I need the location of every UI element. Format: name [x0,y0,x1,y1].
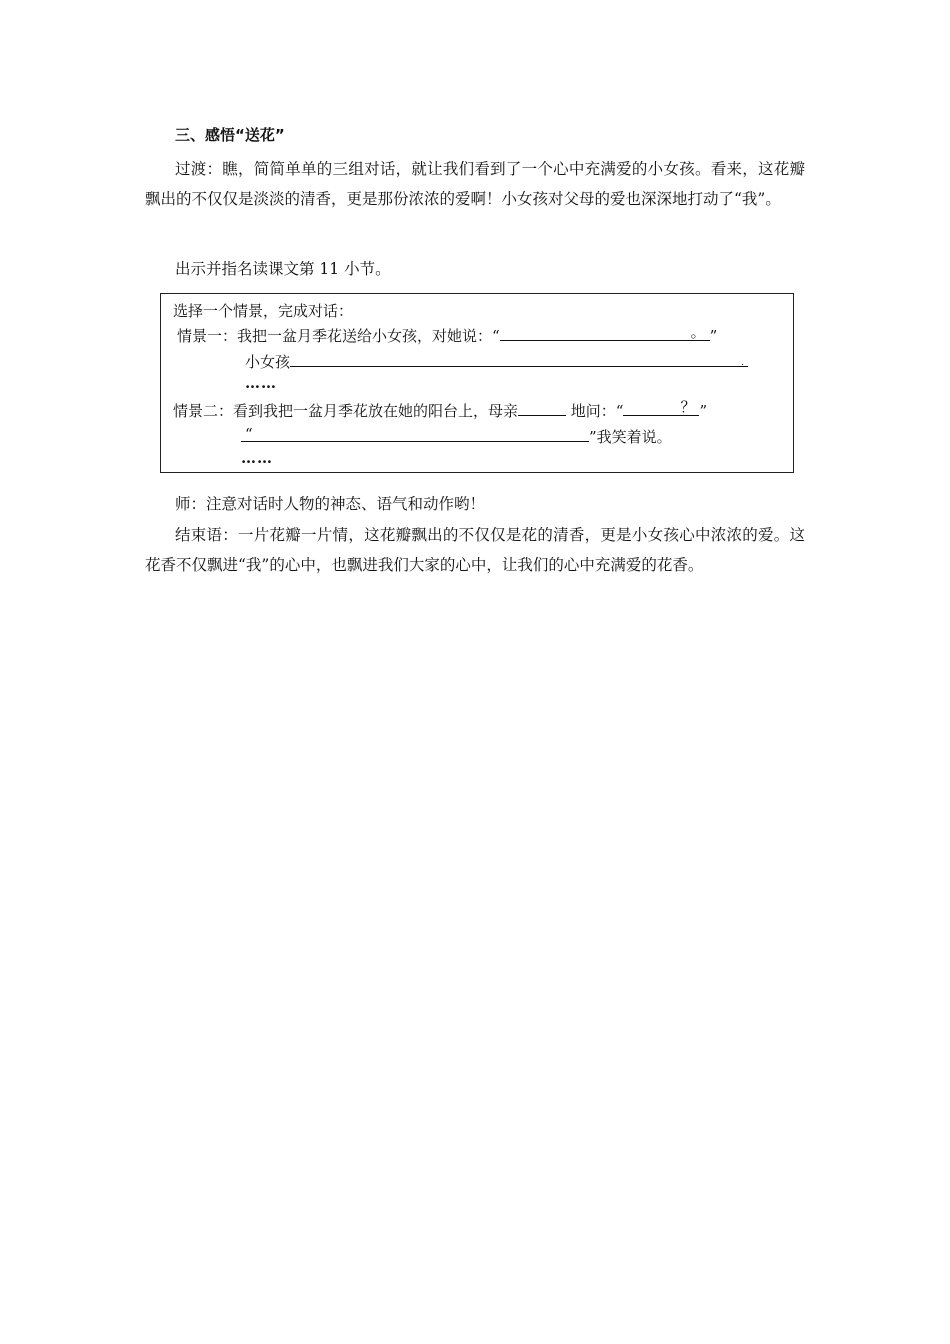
scene-one-close-quote: ” [709,327,718,345]
scene-two-line [173,400,707,421]
scene-one-reply-mark: . [741,358,745,368]
scene-two-question-mark: ？ [680,398,696,416]
scene-two-question-blank[interactable] [623,398,699,416]
scene-one-end-mark: 。 [690,323,706,341]
scene-two-lead: 情景二：看到我把一盆月季花放在她的阳台上，母亲 [173,402,519,420]
scene-two-reply-blank[interactable] [241,427,589,442]
exercise-box [160,293,794,473]
scene-one-lead: 情景一：我把一盆月季花送给小女孩，对她说：“ [177,327,500,345]
scene-one-blank[interactable] [500,323,710,341]
scene-one-reply-line [245,351,748,372]
scene-two-close-quote: ” [699,402,708,420]
scene-two-ellipsis: …… [241,449,273,467]
exercise-prompt: 选择一个情景，完成对话： [173,302,354,320]
scene-one-line [177,325,717,346]
scene-one-ellipsis: …… [245,374,277,392]
instruction-paragraph: 出示并指名读课文第 11 小节。 [175,260,391,278]
scene-one-reply-speaker: 小女孩 [245,353,291,371]
scene-two-open-quote: “ [245,425,253,443]
transition-paragraph: 过渡：瞧，简简单单的三组对话，就让我们看到了一个心中充满爱的小女孩。看来，这花瓣飘出的不仅仅是淡淡的清香，更是那份浓浓的爱啊！小女孩对父母的爱也深深地打动了“我”。 [145,160,805,208]
scene-two-tail: ”我笑着说。 [589,428,672,446]
section-heading: 三、感悟“送花” [175,126,285,144]
scene-two-mid: 地问：“ [566,402,624,420]
teacher-note-paragraph: 师：注意对话时人物的神态、语气和动作哟！ [175,495,486,513]
scene-two-reply-line [241,426,672,447]
scene-one-reply-blank[interactable] [290,352,748,367]
scene-two-manner-blank[interactable] [518,401,566,416]
closing-paragraph: 结束语：一片花瓣一片情，这花瓣飘出的不仅仅是花的清香，更是小女孩心中浓浓的爱。这花香不仅飘进“我”的心中，也飘进我们大家的心中，让我们的心中充满爱的花香。 [145,526,805,574]
